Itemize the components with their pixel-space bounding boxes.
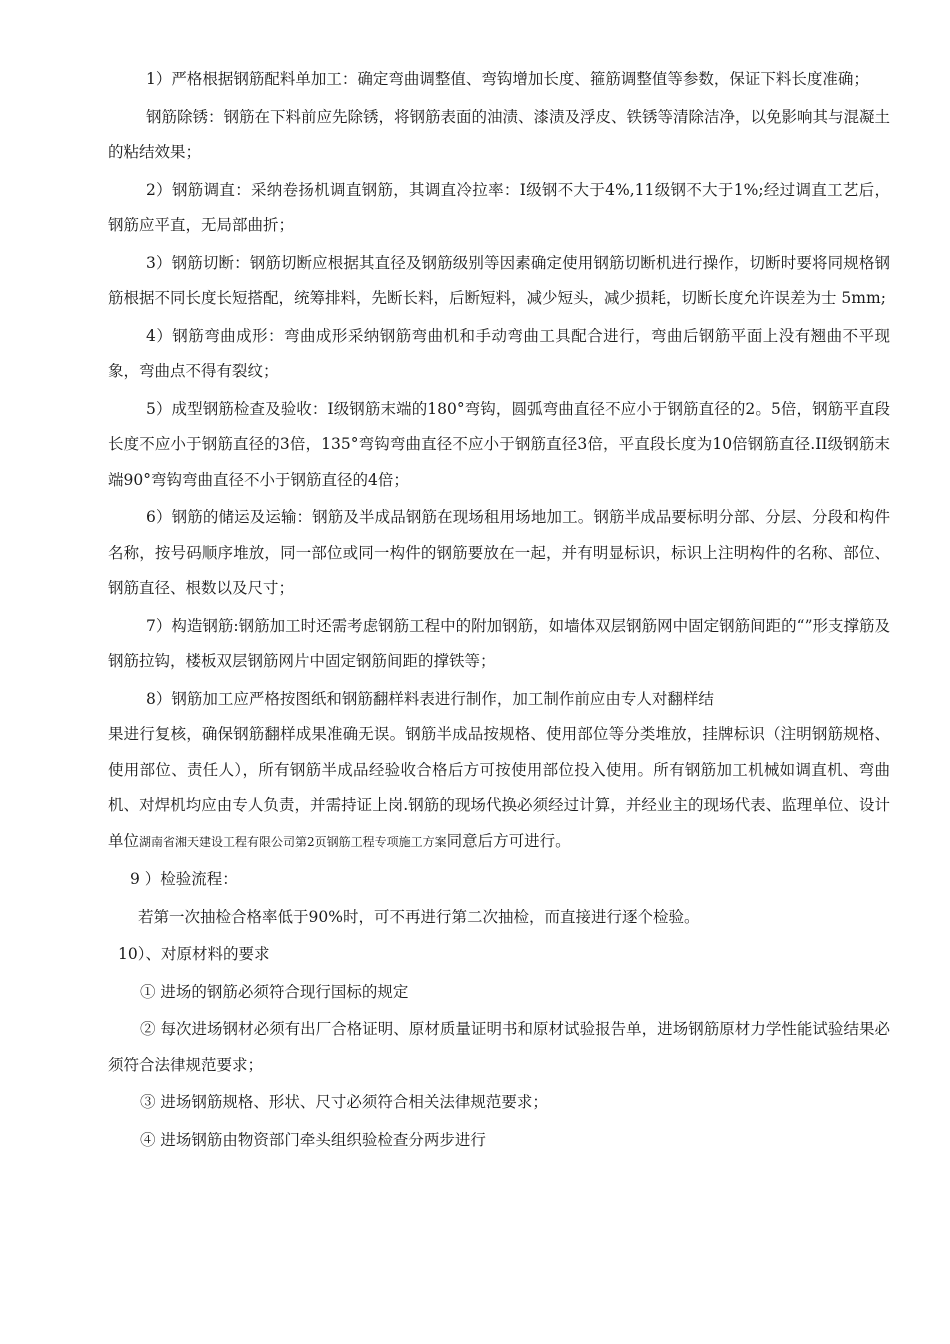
- paragraph-8-body: 果进行复核，确保钢筋翻样成果准确无误。钢筋半成品按规格、使用部位等分类堆放，挂牌标识（注明钢筋规格、使用部位、责任人），所有钢筋半成品经验收合格后方可按使用部位投入使用。所有钢筋加工机械如调直机、弯曲机、对焊机均应由专人负责，并需持证上岗.钢筋的现场代换必须经过计算，并经业主的现场代表、监理单位、设计单位: [108, 725, 890, 850]
- raw-material-item-3: ③ 进场钢筋规格、形状、尺寸必须符合相关法律规范要求；: [140, 1093, 548, 1111]
- paragraph-2: 2）钢筋调直：采纳卷扬机调直钢筋，其调直冷拉率：I级钢不大于4%,11级钢不大于1%;经过调直工艺后，钢筋应平直，无局部曲折；: [108, 180, 890, 234]
- page-footer-text: 湖南省湘天建设工程有限公司第2页钢筋工程专项施工方案: [139, 834, 447, 849]
- raw-material-heading: 10）、对原材料的要求: [118, 945, 270, 963]
- paragraph-derust: 钢筋除锈：钢筋在下料前应先除锈，将钢筋表面的油渍、漆渍及浮皮、铁锈等清除洁净，以免影响其与混凝土的粘结效果；: [108, 107, 891, 161]
- paragraph-8: 8）钢筋加工应严格按图纸和钢筋翻样料表进行制作，加工制作前应由专人对翻样结: [146, 689, 714, 708]
- paragraph-4: 4）钢筋弯曲成形：弯曲成形采纳钢筋弯曲机和手动弯曲工具配合进行，弯曲后钢筋平面上没有翘曲不平现象，弯曲点不得有裂纹；: [108, 326, 890, 380]
- paragraph-3: 3）钢筋切断：钢筋切断应根据其直径及钢筋级别等因素确定使用钢筋切断机进行操作，切断时要将同规格钢筋根据不同长度长短搭配，统筹排料，先断长料，后断短料，减少短头，减少损耗，切断长度允许误差为士 5mm;: [108, 253, 890, 307]
- document-page: [108, 62, 890, 1158]
- paragraph-8-continued: [108, 717, 890, 860]
- inspection-heading: 9 ）检验流程：: [130, 870, 238, 888]
- raw-material-item-2: ② 每次进场钢材必须有出厂合格证明、原材质量证明书和原材试验报告单，进场钢筋原材力学性能试验结果必须符合法律规范要求；: [108, 1020, 890, 1074]
- paragraph-6: 6）钢筋的储运及运输：钢筋及半成品钢筋在现场租用场地加工。钢筋半成品要标明分部、分层、分段和构件名称，按号码顺序堆放，同一部位或同一构件的钢筋要放在一起，并有明显标识，标识上注明构件的名称、部位、钢筋直径、根数以及尺寸；: [108, 508, 890, 597]
- paragraph-7: 7）构造钢筋:钢筋加工时还需考虑钢筋工程中的附加钢筋，如墙体双层钢筋网中固定钢筋间距的“”形支撑筋及钢筋拉钩，楼板双层钢筋网片中固定钢筋间距的撑铁等；: [108, 616, 890, 670]
- inspection-text: 若第一次抽检合格率低于90%时，可不再进行第二次抽检，而直接进行逐个检验。: [138, 907, 700, 926]
- paragraph-1: 1）严格根据钢筋配料单加工：确定弯曲调整值、弯钩增加长度、箍筋调整值等参数，保证下料长度准确；: [146, 70, 869, 88]
- paragraph-5: 5）成型钢筋检查及验收：I级钢筋末端的180°弯钩，圆弧弯曲直径不应小于钢筋直径的2。5倍，钢筋平直段长度不应小于钢筋直径的3倍，135°弯钩弯曲直径不应小于钢筋直径3倍，平直段长度为10倍钢筋直径.II级钢筋末端90°弯钩弯曲直径不小于钢筋直径的4倍；: [108, 399, 890, 489]
- raw-material-item-1: ① 进场的钢筋必须符合现行国标的规定: [140, 982, 409, 1001]
- paragraph-8-end: 同意后方可进行。: [446, 831, 571, 850]
- raw-material-item-4: ④ 进场钢筋由物资部门牵头组织验检查分两步进行: [140, 1130, 486, 1149]
